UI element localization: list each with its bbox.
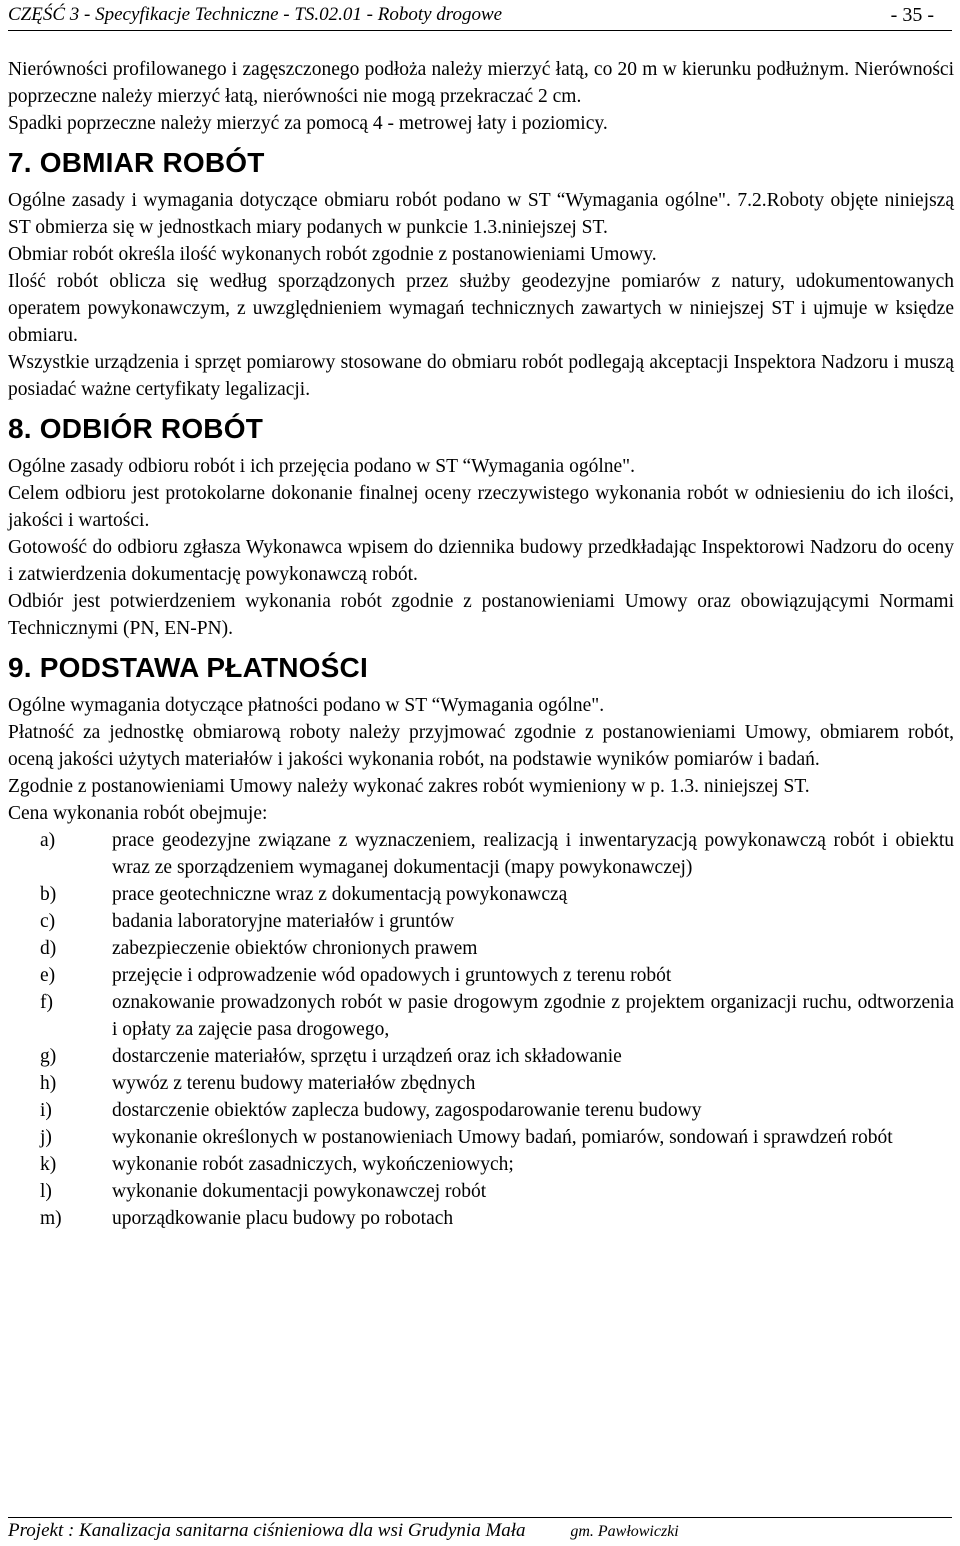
price-scope-list xyxy=(8,827,954,1232)
list-item-text: prace geotechniczne wraz z dokumentacją powykonawczą xyxy=(112,884,568,905)
list-item-text: wykonanie dokumentacji powykonawczej robót xyxy=(112,1181,487,1202)
list-item-label: b) xyxy=(40,884,57,905)
section-7-heading: 7. OBMIAR ROBÓT xyxy=(8,147,265,178)
list-item xyxy=(8,962,954,989)
list-item-label: d) xyxy=(40,938,57,959)
header-title: CZĘŚĆ 3 - Specyfikacje Techniczne - TS.02.01 - Roboty drogowe xyxy=(8,4,503,25)
list-item-text: wywóz z terenu budowy materiałów zbędnych xyxy=(112,1073,476,1094)
section-9-paragraph: Płatność za jednostkę obmiarową roboty należy przyjmować zgodnie z postanowieniami Umowy, obmiarem robót, oceną jakości użytych materiałów i jakości wykonania robót, na podstawie wyników pomiarów i badań. xyxy=(8,722,954,770)
list-item xyxy=(8,935,954,962)
page-content xyxy=(8,56,954,1232)
page-number: - 35 - xyxy=(890,4,934,26)
list-item-label: i) xyxy=(40,1100,52,1121)
section-8-paragraph: Celem odbioru jest protokolarne dokonanie finalnej oceny rzeczywistego wykonania robót w odniesieniu do ich ilości, jakości i wartości. xyxy=(8,483,954,531)
list-item-text: dostarczenie materiałów, sprzętu i urządzeń oraz ich składowanie xyxy=(112,1046,622,1067)
list-item-text: dostarczenie obiektów zaplecza budowy, zagospodarowanie terenu budowy xyxy=(112,1100,702,1121)
list-item-label: c) xyxy=(40,911,56,932)
list-item-text: badania laboratoryjne materiałów i gruntów xyxy=(112,911,455,932)
list-item-label: l) xyxy=(40,1181,52,1202)
section-7-paragraph: Obmiar robót określa ilość wykonanych robót zgodnie z postanowieniami Umowy. xyxy=(8,244,657,265)
list-item-label: e) xyxy=(40,965,56,986)
footer-org: gm. Pawłowiczki xyxy=(570,1523,679,1540)
list-item-label: f) xyxy=(40,992,53,1013)
section-9-paragraph: Ogólne wymagania dotyczące płatności podano w ST “Wymagania ogólne". xyxy=(8,695,605,716)
list-item xyxy=(8,1151,954,1178)
section-8-paragraph: Ogólne zasady odbioru robót i ich przejęcia podano w ST “Wymagania ogólne". xyxy=(8,456,635,477)
list-item xyxy=(8,1043,954,1070)
footer-project: Projekt : Kanalizacja sanitarna ciśnieniowa dla wsi Grudynia Mała xyxy=(8,1520,526,1541)
list-item xyxy=(8,881,954,908)
list-item-label: g) xyxy=(40,1046,57,1067)
section-8-paragraph: Gotowość do odbioru zgłasza Wykonawca wpisem do dziennika budowy przedkładając Inspektorowi Nadzoru do oceny i zatwierdzenia dokumentację powykonawczą robót. xyxy=(8,537,954,585)
list-item xyxy=(8,1070,954,1097)
section-8-heading: 8. ODBIÓR ROBÓT xyxy=(8,413,264,444)
section-8-paragraph: Odbiór jest potwierdzeniem wykonania robót zgodnie z postanowieniami Umowy oraz obowiązującymi Normami Technicznymi (PN, EN-PN). xyxy=(8,591,954,639)
list-item-label: a) xyxy=(40,830,56,851)
list-item-text: uporządkowanie placu budowy po robotach xyxy=(112,1208,454,1229)
list-item xyxy=(8,1097,954,1124)
list-item-text: przejęcie i odprowadzenie wód opadowych i gruntowych z terenu robót xyxy=(112,965,672,986)
page-footer xyxy=(8,1517,952,1542)
list-item-text: zabezpieczenie obiektów chronionych prawem xyxy=(112,938,478,959)
section-9-paragraph: Zgodnie z postanowieniami Umowy należy wykonać zakres robót wymieniony w p. 1.3. niniejszej ST. xyxy=(8,776,810,797)
list-item-text: oznakowanie prowadzonych robót w pasie drogowym zgodnie z projektem organizacji ruchu, odtworzenia i opłaty za zajęcie pasa drogowego, xyxy=(112,992,954,1040)
list-item xyxy=(8,1178,954,1205)
section-7-paragraph: Wszystkie urządzenia i sprzęt pomiarowy stosowane do obmiaru robót podlegają akceptacji Inspektora Nadzoru i muszą posiadać ważne certyfikaty legalizacji. xyxy=(8,352,954,400)
list-item xyxy=(8,1205,954,1232)
list-item xyxy=(8,908,954,935)
section-7-paragraph: Ilość robót oblicza się według sporządzonych przez służby geodezyjne pomiarów z natury, udokumentowanych operatem powykonawczym, z uwzględnieniem wymagań technicznych zawartych w niniejszej ST i ujmuje w księdze obmiaru. xyxy=(8,271,954,346)
intro-paragraph-2: Spadki poprzeczne należy mierzyć za pomocą 4 - metrowej łaty i poziomicy. xyxy=(8,113,608,134)
list-item xyxy=(8,989,954,1043)
list-item-label: k) xyxy=(40,1154,57,1175)
list-item-label: m) xyxy=(40,1208,62,1229)
list-item-label: h) xyxy=(40,1073,57,1094)
list-item-text: wykonanie określonych w postanowieniach Umowy badań, pomiarów, sondowań i sprawdzeń robót xyxy=(112,1127,893,1148)
list-item-text: wykonanie robót zasadniczych, wykończeniowych; xyxy=(112,1154,514,1175)
section-9-heading: 9. PODSTAWA PŁATNOŚCI xyxy=(8,652,368,683)
list-item-label: j) xyxy=(40,1127,52,1148)
section-7-paragraph: Ogólne zasady i wymagania dotyczące obmiaru robót podano w ST “Wymagania ogólne". 7.2.Roboty objęte niniejszą ST obmierza się w jednostkach miary podanych w punkcie 1.3.niniejszej ST. xyxy=(8,190,954,238)
list-item xyxy=(8,827,954,881)
section-9-paragraph: Cena wykonania robót obejmuje: xyxy=(8,803,268,824)
page-header xyxy=(8,4,952,31)
intro-paragraph-1: Nierówności profilowanego i zagęszczonego podłoża należy mierzyć łatą, co 20 m w kierunku podłużnym. Nierówności poprzeczne należy mierzyć łatą, nierówności nie mogą przekraczać 2 cm. xyxy=(8,59,954,107)
list-item xyxy=(8,1124,954,1151)
list-item-text: prace geodezyjne związane z wyznaczeniem, realizacją i inwentaryzacją powykonawczą robót i obiektu wraz ze sporządzeniem wymaganej dokumentacji (mapy powykonawczej) xyxy=(112,830,954,878)
